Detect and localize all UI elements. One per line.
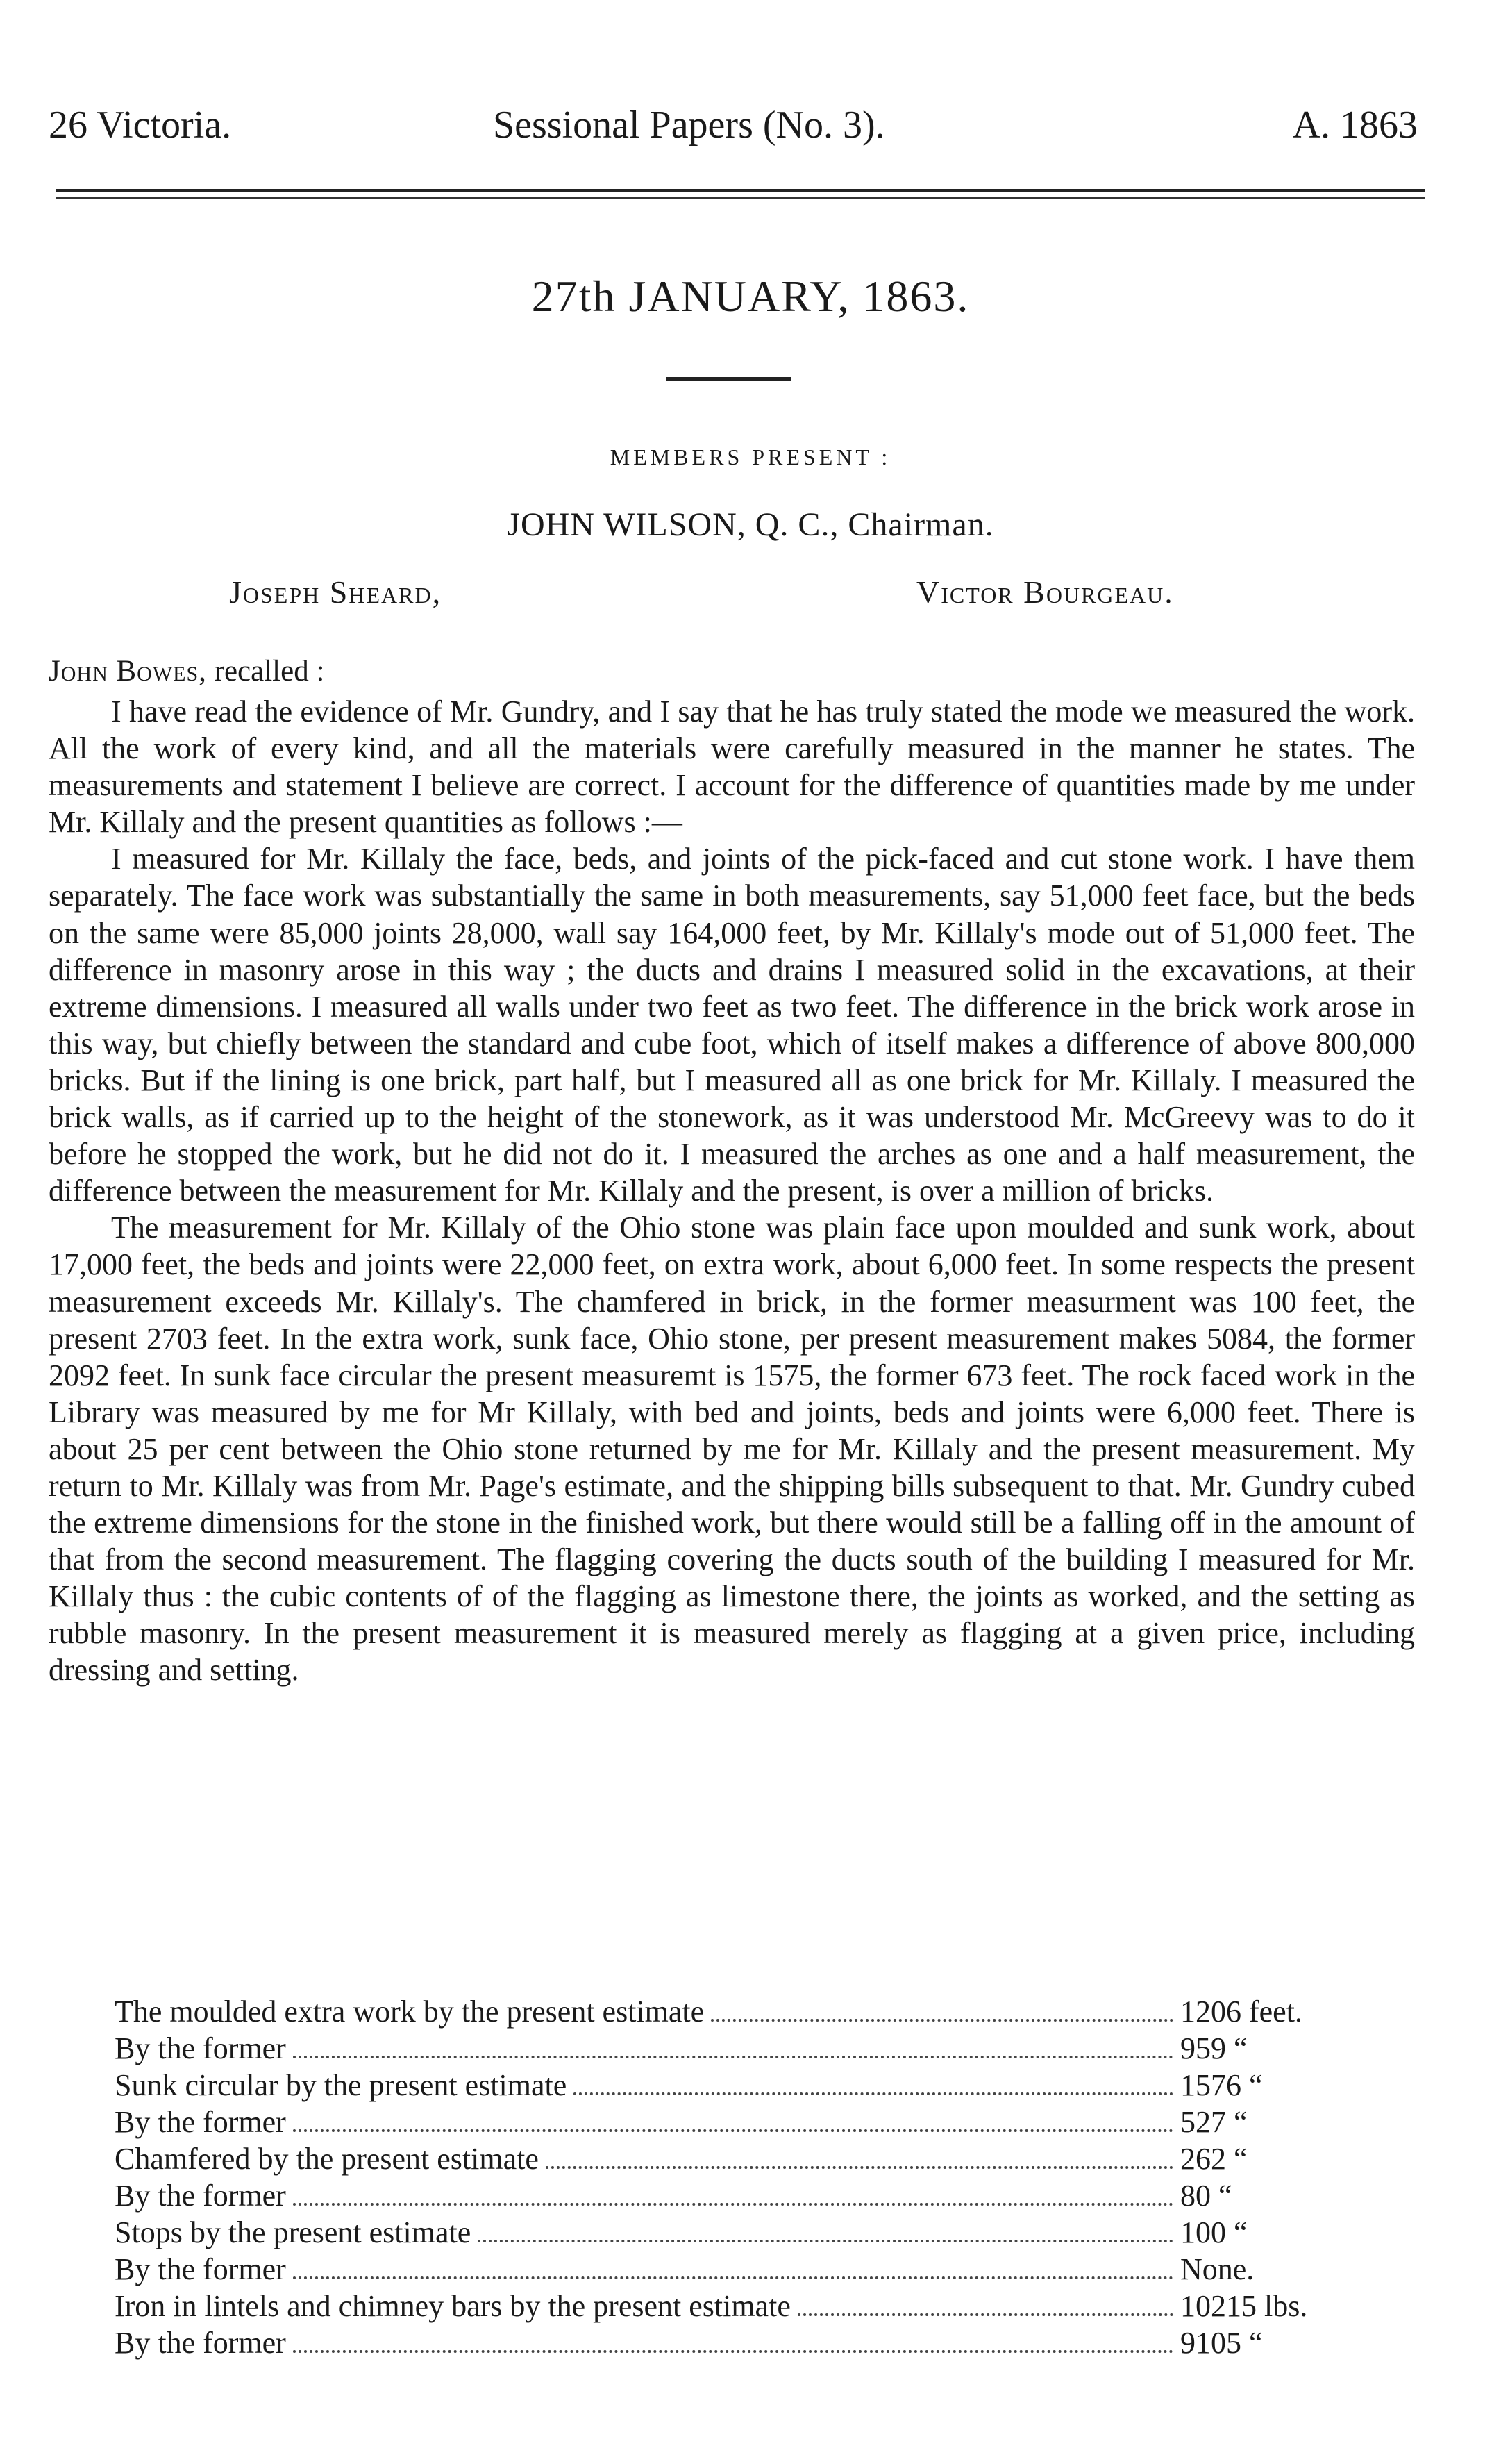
dot-leader — [546, 2166, 1173, 2169]
quantity-row — [115, 2324, 1333, 2361]
witness-status: recalled : — [206, 655, 325, 688]
quantity-label: By the former — [115, 2252, 286, 2286]
quantity-row — [115, 2214, 1333, 2251]
witness-name: John Bowes, — [49, 655, 207, 688]
quantity-row — [115, 2030, 1333, 2067]
quantity-value: 9105 “ — [1180, 2326, 1263, 2360]
dot-leader — [711, 2019, 1173, 2022]
quantities-list — [115, 1993, 1333, 2361]
dot-leader — [293, 2056, 1173, 2058]
testimony-paragraph: I have read the evidence of Mr. Gundry, and I say that he has truly stated the mode we measured the work. All the work of every kind, and all the materials were carefully measured in the manner he states. The measurements and statement I believe are correct. I account for the difference of quantities made by me under Mr. Killaly and the present quantities as follows :— — [49, 694, 1415, 840]
quantity-row — [115, 2251, 1333, 2288]
quantity-value: 80 “ — [1180, 2179, 1232, 2213]
member-name: Victor Bourgeau. — [916, 574, 1174, 610]
quantity-label: The moulded extra work by the present estimate — [115, 1995, 705, 2029]
header-rule-thick — [56, 189, 1425, 192]
quantity-value: 10215 lbs. — [1180, 2289, 1308, 2323]
date-rule — [666, 377, 791, 381]
session-date: 27th JANUARY, 1863. — [531, 272, 970, 321]
running-head-volume: 26 Victoria. — [49, 103, 232, 147]
header-rule-thin — [56, 197, 1425, 199]
quantity-value: 262 “ — [1180, 2142, 1248, 2176]
quantity-label: By the former — [115, 2179, 286, 2213]
dot-leader — [293, 2350, 1173, 2353]
quantity-row — [115, 2104, 1333, 2140]
quantity-label: Sunk circular by the present estimate — [115, 2068, 567, 2102]
quantity-label: By the former — [115, 2105, 286, 2139]
quantity-row — [115, 2140, 1333, 2177]
quantity-value: 1576 “ — [1180, 2068, 1263, 2102]
quantity-row — [115, 2177, 1333, 2214]
dot-leader — [293, 2203, 1173, 2206]
quantity-row — [115, 1993, 1333, 2030]
member-name: Joseph Sheard, — [229, 574, 442, 610]
members-present-label: MEMBERS PRESENT : — [610, 444, 891, 469]
dot-leader — [798, 2313, 1173, 2316]
quantity-label: By the former — [115, 2031, 286, 2065]
dot-leader — [478, 2240, 1173, 2242]
running-head-series: Sessional Papers (No. 3). — [493, 103, 885, 147]
running-head — [49, 97, 1418, 153]
quantity-row — [115, 2288, 1333, 2324]
quantity-row — [115, 2067, 1333, 2104]
dot-leader — [573, 2092, 1173, 2095]
testimony-paragraph: The measurement for Mr. Killaly of the Ohio stone was plain face upon moulded and sunk work, about 17,000 feet, the beds and joints were 22,000 feet, on extra work, about 6,000 feet. In some respects the present measurement exceeds Mr. Killaly's. The chamfered in brick, in the former measurment was 100 feet, the present 2703 feet. In the extra work, sunk face, Ohio stone, per present measurement makes 5084, the former 2092 feet. In sunk face circular the present measuremt is 1575, the former 673 feet. The rock faced work in the Library was measured by me for Mr Killaly, with bed and joints, beds and joints were 6,000 feet. There is about 25 per cent between the Ohio stone returned by me for Mr. Killaly and the present measurement. My return to Mr. Killaly was from Mr. Page's estimate, and the shipping bills subsequent to that. Mr. Gundry cubed the extreme dimensions for the stone in the finished work, but there would still be a falling off in the amount of that from the second measurement. The flagging covering the ducts south of the building I measured for Mr. Killaly thus : the cubic contents of of the flagging as limestone there, the joints as worked, and the setting as rubble masonry. In the present measurement it is measured merely as flagging at a given price, including dressing and setting. — [49, 1210, 1415, 1688]
quantity-label: By the former — [115, 2326, 286, 2360]
testimony-body — [49, 693, 1415, 1689]
testimony-paragraph: I measured for Mr. Killaly the face, beds, and joints of the pick-faced and cut stone work. I have them separately. The face work was substantially the same in both measurements, say 51,000 feet face, but the beds on the same were 85,000 joints 28,000, wall say 164,000 feet, by Mr. Killaly's mode out of 51,000 feet. The difference in masonry arose in this way ; the ducts and drains I measured solid in the excavations, at their extreme dimensions. I measured all walls under two feet as two feet. The difference in the brick work arose in this way, but chiefly between the standard and cube foot, which of itself makes a difference of above 800,000 bricks. But if the lining is one brick, part half, but I measured all as one brick for Mr. Killaly. I measured the brick walls, as if carried up to the height of the stonework, as it was understood Mr. McGreevy was to do it before he stopped the work, but he did not do it. I measured the arches as one and a half measurement, the difference between the measurement for Mr. Killaly and the present, is over a million of bricks. — [49, 842, 1415, 1208]
quantity-value: 959 “ — [1180, 2031, 1248, 2065]
witness-line — [49, 654, 324, 688]
quantity-label: Chamfered by the present estimate — [115, 2142, 539, 2176]
quantity-label: Iron in lintels and chimney bars by the present estimate — [115, 2289, 791, 2323]
quantity-value: 1206 feet. — [1180, 1995, 1302, 2029]
running-head-year: A. 1863 — [1292, 103, 1418, 147]
dot-leader — [293, 2129, 1173, 2132]
quantity-value: 100 “ — [1180, 2215, 1248, 2249]
chairman-line: JOHN WILSON, Q. C., Chairman. — [507, 506, 994, 543]
quantity-label: Stops by the present estimate — [115, 2215, 471, 2249]
quantity-value: 527 “ — [1180, 2105, 1248, 2139]
quantity-value: None. — [1180, 2252, 1255, 2286]
dot-leader — [293, 2276, 1173, 2279]
